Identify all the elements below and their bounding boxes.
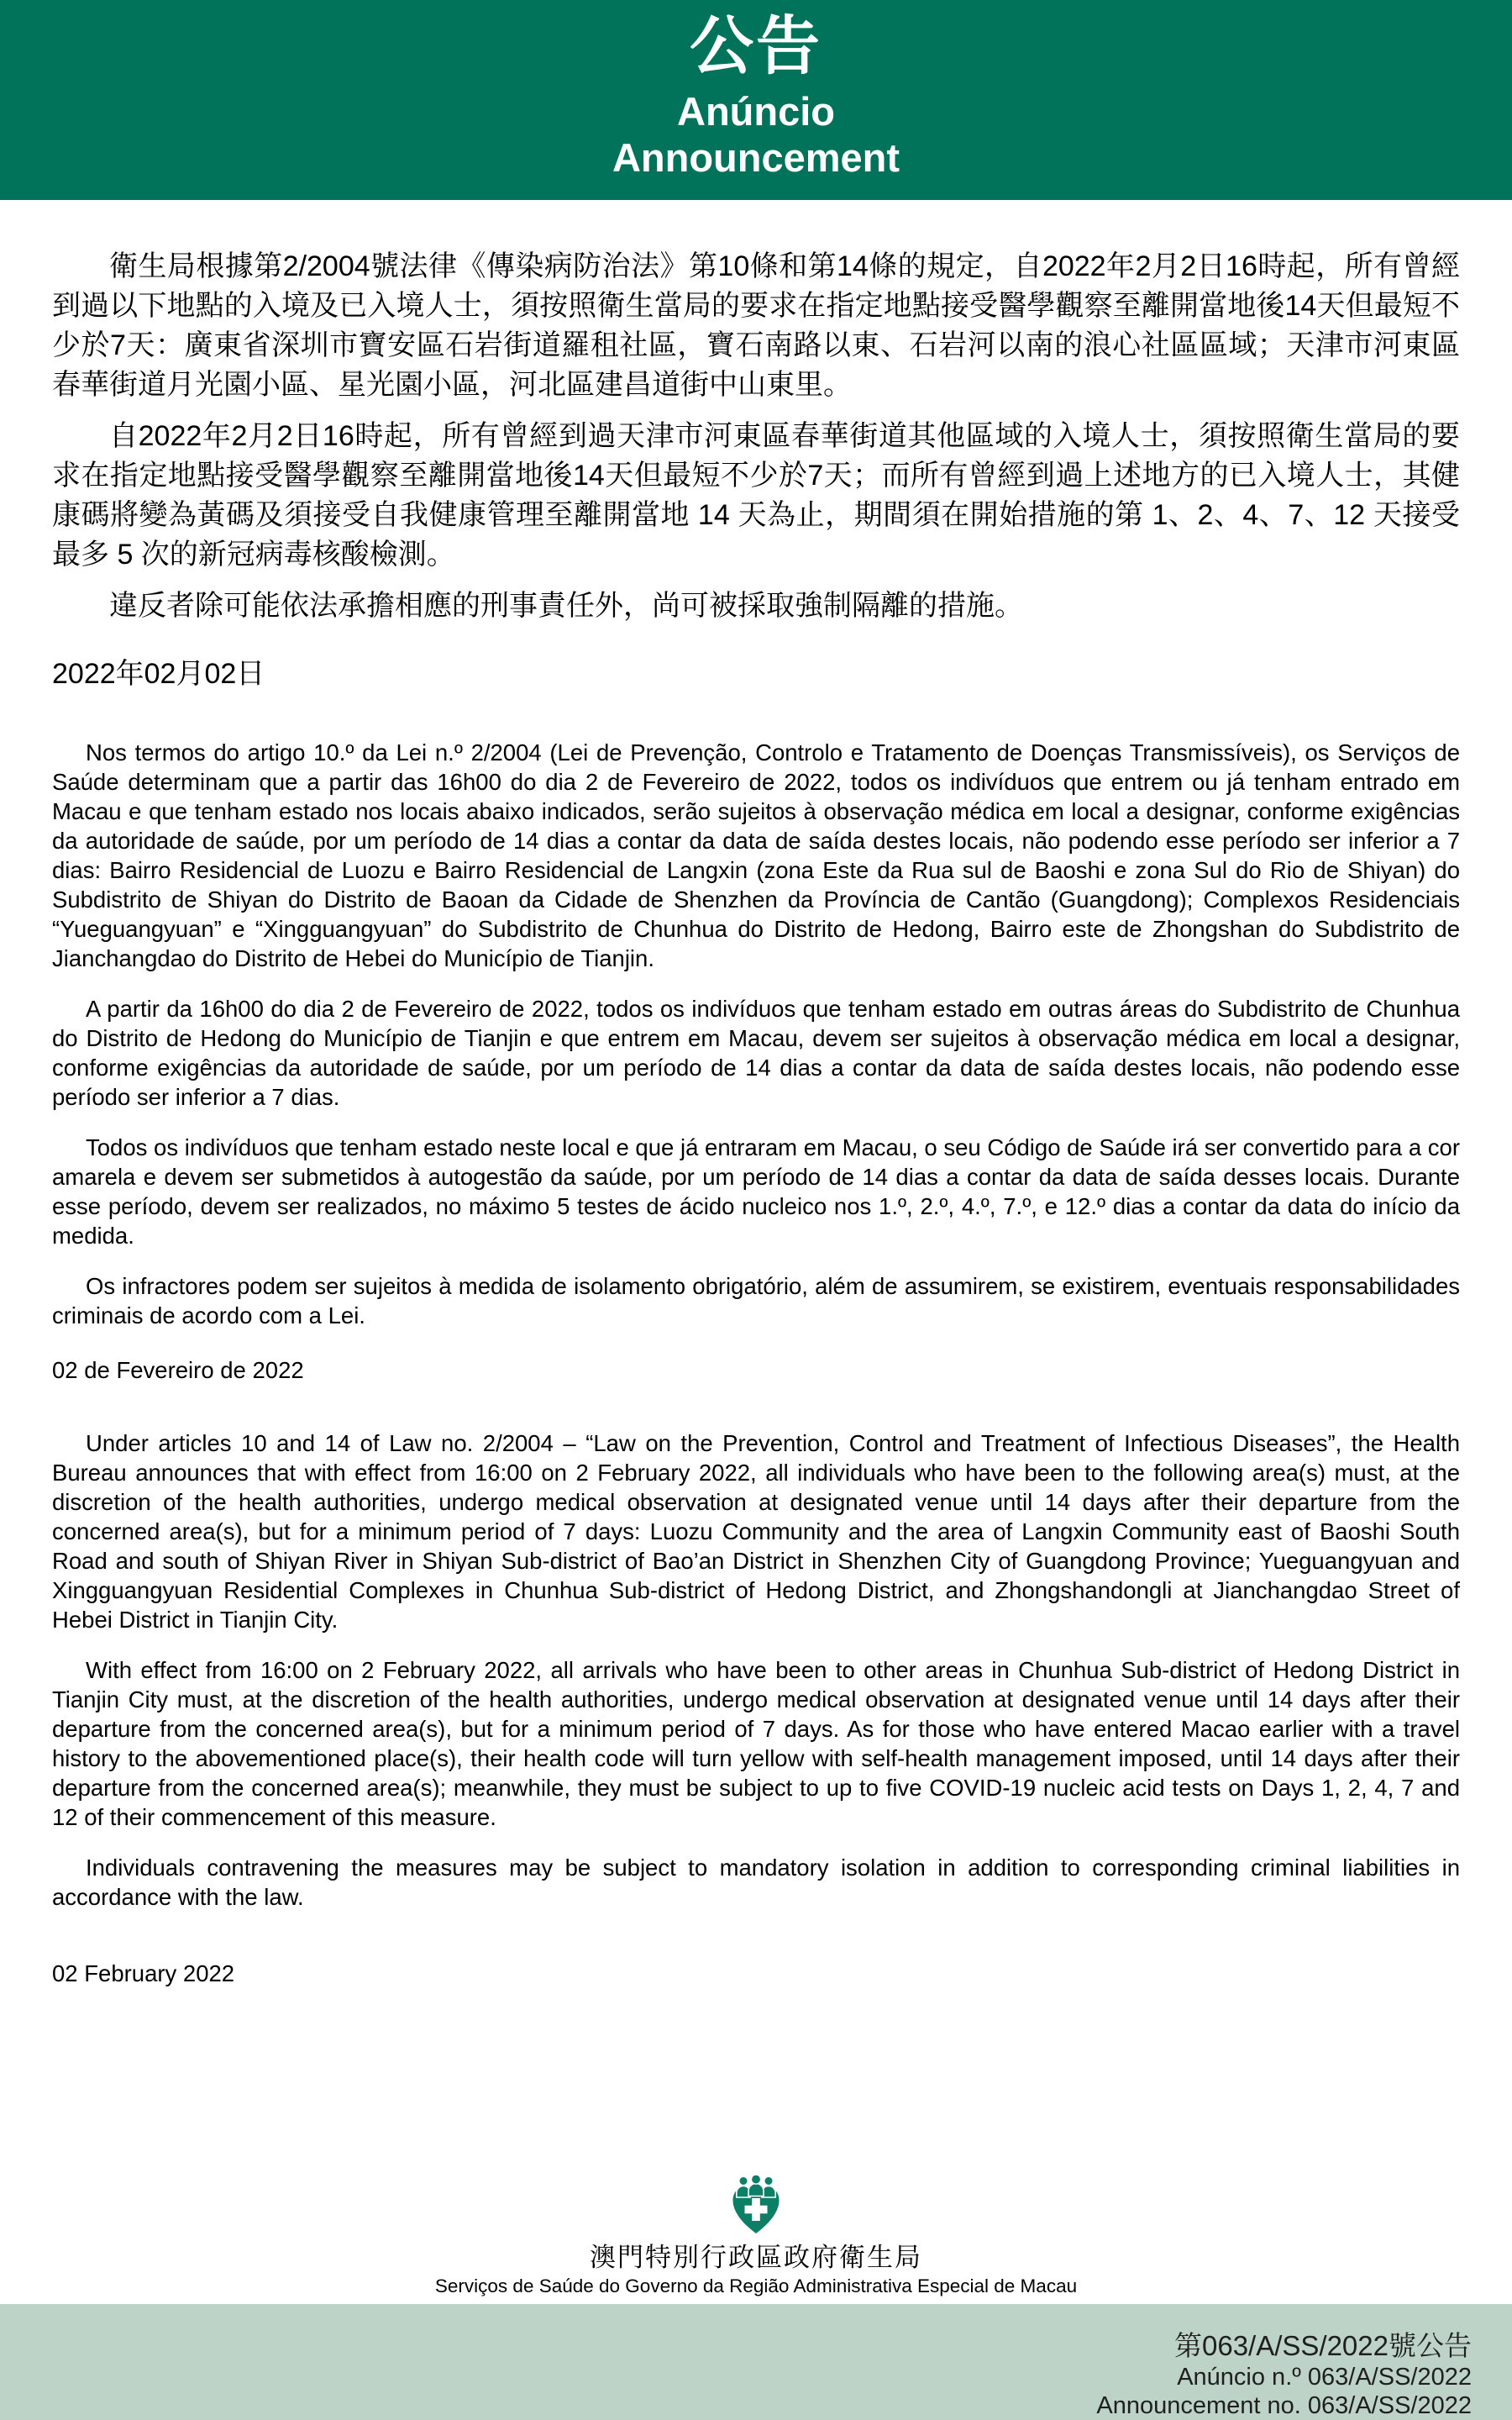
en-date: 02 February 2022 — [52, 1960, 235, 1986]
zh-date: 2022年02月02日 — [52, 658, 265, 690]
announcement-body — [52, 200, 1460, 1988]
pt-date: 02 de Fevereiro de 2022 — [52, 1357, 304, 1383]
zh-paragraph-2: 自2022年2月2日16時起，所有曾經到過天津市河東區春華街道其他區域的入境人士，須按照衛生當局的要求在指定地點接受醫學觀察至離開當地後14天但最短不少於7天；而所有曾經到過上述地方的已入境人士，其健康碼將變為黃碼及須接受自我健康管理至離開當地 14 天為止，期間須在開始措施的第 1、2、4、7、12 天接受最多 5 次的新冠病毒核酸檢測。 — [52, 420, 1460, 571]
page-title-pt: Anúncio — [677, 88, 835, 134]
pt-paragraph-4: Os infractores podem ser sujeitos à medida de isolamento obrigatório, além de assumirem, se existirem, eventuais responsabilidades criminais de acordo com a Lei. — [52, 1273, 1460, 1328]
ssm-heart-logo-icon — [729, 2175, 783, 2234]
department-name-pt: Serviços de Saúde do Governo da Região Administrativa Especial de Macau — [434, 2275, 1078, 2296]
banner — [0, 0, 1512, 200]
department-name-zh: 澳門特別行政區政府衛生局 — [590, 2243, 922, 2272]
pt-paragraph-1: Nos termos do artigo 10.º da Lei n.º 2/2004 (Lei de Prevenção, Controlo e Tratamento de Doenças Transmissíveis), os Serviços de Saúde determinam que a partir das 16h00 do dia 2 de Fevereiro de 2022, todos os indivíduos que entrem ou já tenham entrado em Macau e que tenham estado nos locais abaixo indicados, serão sujeitos à observação médica em local a designar, conforme exigências da autoridade de saúde, por um período de 14 dias a contar da data de saída destes locais, não podendo esse período ser inferior a 7 dias: Bairro Residencial de Luozu e Bairro Residencial de Langxin (zona Este da Rua sul de Baoshi e zona Sul do Rio de Shiyan) do Subdistrito de Shiyan do Distrito de Baoan da Cidade de Shenzhen da Província de Cantão (Guangdong); Complexos Residenciais “Yueguangyuan” e “Xingguangyuan” do Subdistrito de Chunhua do Distrito de Hedong, Bairro este de Zhongshan do Subdistrito de Jianchangdao do Distrito de Hebei do Município de Tianjin. — [52, 739, 1460, 971]
en-paragraph-3: Individuals contravening the measures may be subject to mandatory isolation in addition to corresponding criminal liabilities in accordance with the law. — [52, 1854, 1460, 1910]
zh-paragraph-3: 違反者除可能依法承擔相應的刑事責任外，尚可被採取強制隔離的措施。 — [109, 590, 1023, 622]
pt-paragraph-3: Todos os indivíduos que tenham estado neste local e que já entraram em Macau, o seu Código de Saúde irá ser convertido para a cor amarela e devem ser submetidos à autogestão da saúde, por um período de 14 dias a contar da data de saída desses locais. Durante esse período, devem ser realizados, no máximo 5 testes de ácido nucleico nos 1.º, 2.º, 4.º, 7.º, e 12.º dias a contar da data do início da medida. — [52, 1134, 1460, 1249]
pt-paragraph-2: A partir da 16h00 do dia 2 de Fevereiro de 2022, todos os indivíduos que tenham estado em outras áreas do Subdistrito de Chunhua do Distrito de Hedong do Município de Tianjin e que entrem em Macau, devem ser sujeitos à observação médica em local a designar, conforme exigências da autoridade de saúde, por um período de 14 dias a contar da data de saída destes locais, não podendo esse período ser inferior a 7 dias. — [52, 996, 1460, 1110]
page-title-en: Announcement — [612, 135, 900, 181]
announcement-number-zh: 第063/A/SS/2022號公告 — [1173, 2330, 1472, 2361]
page-title-zh: 公告 — [690, 11, 822, 82]
en-paragraph-2: With effect from 16:00 on 2 February 2022, all arrivals who have been to other areas in Chunhua Sub-district of Hedong District in Tianjin City must, at the discretion of the health authorities, undergo medical observation at designated venue until 14 days after their departure from the concerned area(s), but for a minimum period of 7 days. As for those who have entered Macao earlier with a travel history to the abovementioned place(s), their health code will turn yellow with self-health management imposed, until 14 days after their departure from the concerned area(s); meanwhile, they must be subject to up to five COVID-19 nucleic acid tests on Days 1, 2, 4, 7 and 12 of their commencement of this measure. — [52, 1657, 1460, 1830]
announcement-number-en: Announcement no. 063/A/SS/2022 — [1096, 2392, 1472, 2419]
en-paragraph-1: Under articles 10 and 14 of Law no. 2/2004 – “Law on the Prevention, Control and Treatment of Infectious Diseases”, the Health Bureau announces that with effect from 16:00 on 2 February 2022, all individuals who have been to the following area(s) must, at the discretion of the health authorities, undergo medical observation at designated venue until 14 days after their departure from the concerned area(s), but for a minimum period of 7 days: Luozu Community and the area of Langxin Community east of Baoshi South Road and south of Shiyan River in Shiyan Sub-district of Bao’an District in Shenzhen City of Guangdong Province; Yueguangyuan and Xingguangyuan Residential Complexes in Chunhua Sub-district of Hedong District, and Zhongshandongli at Jianchangdao Street of Hebei District in Tianjin City. — [52, 1430, 1460, 1633]
section-chinese — [52, 247, 1460, 694]
issuer-block — [0, 2175, 1512, 2297]
announcement-number-pt: Anúncio n.º 063/A/SS/2022 — [1177, 2364, 1472, 2391]
section-english — [52, 1428, 1460, 1988]
reference-number-bar — [0, 2304, 1512, 2420]
zh-paragraph-1: 衛生局根據第2/2004號法律《傳染病防治法》第10條和第14條的規定，自2022年2月2日16時起，所有曾經到過以下地點的入境及已入境人士，須按照衛生當局的要求在指定地點接受醫學觀察至離開當地後14天但最短不少於7天：廣東省深圳市寶安區石岩街道羅租社區，寶石南路以東、石岩河以南的浪心社區區域；天津市河東區春華街道月光園小區、星光園小區，河北區建昌道街中山東里。 — [52, 250, 1460, 401]
section-portuguese — [52, 738, 1460, 1385]
